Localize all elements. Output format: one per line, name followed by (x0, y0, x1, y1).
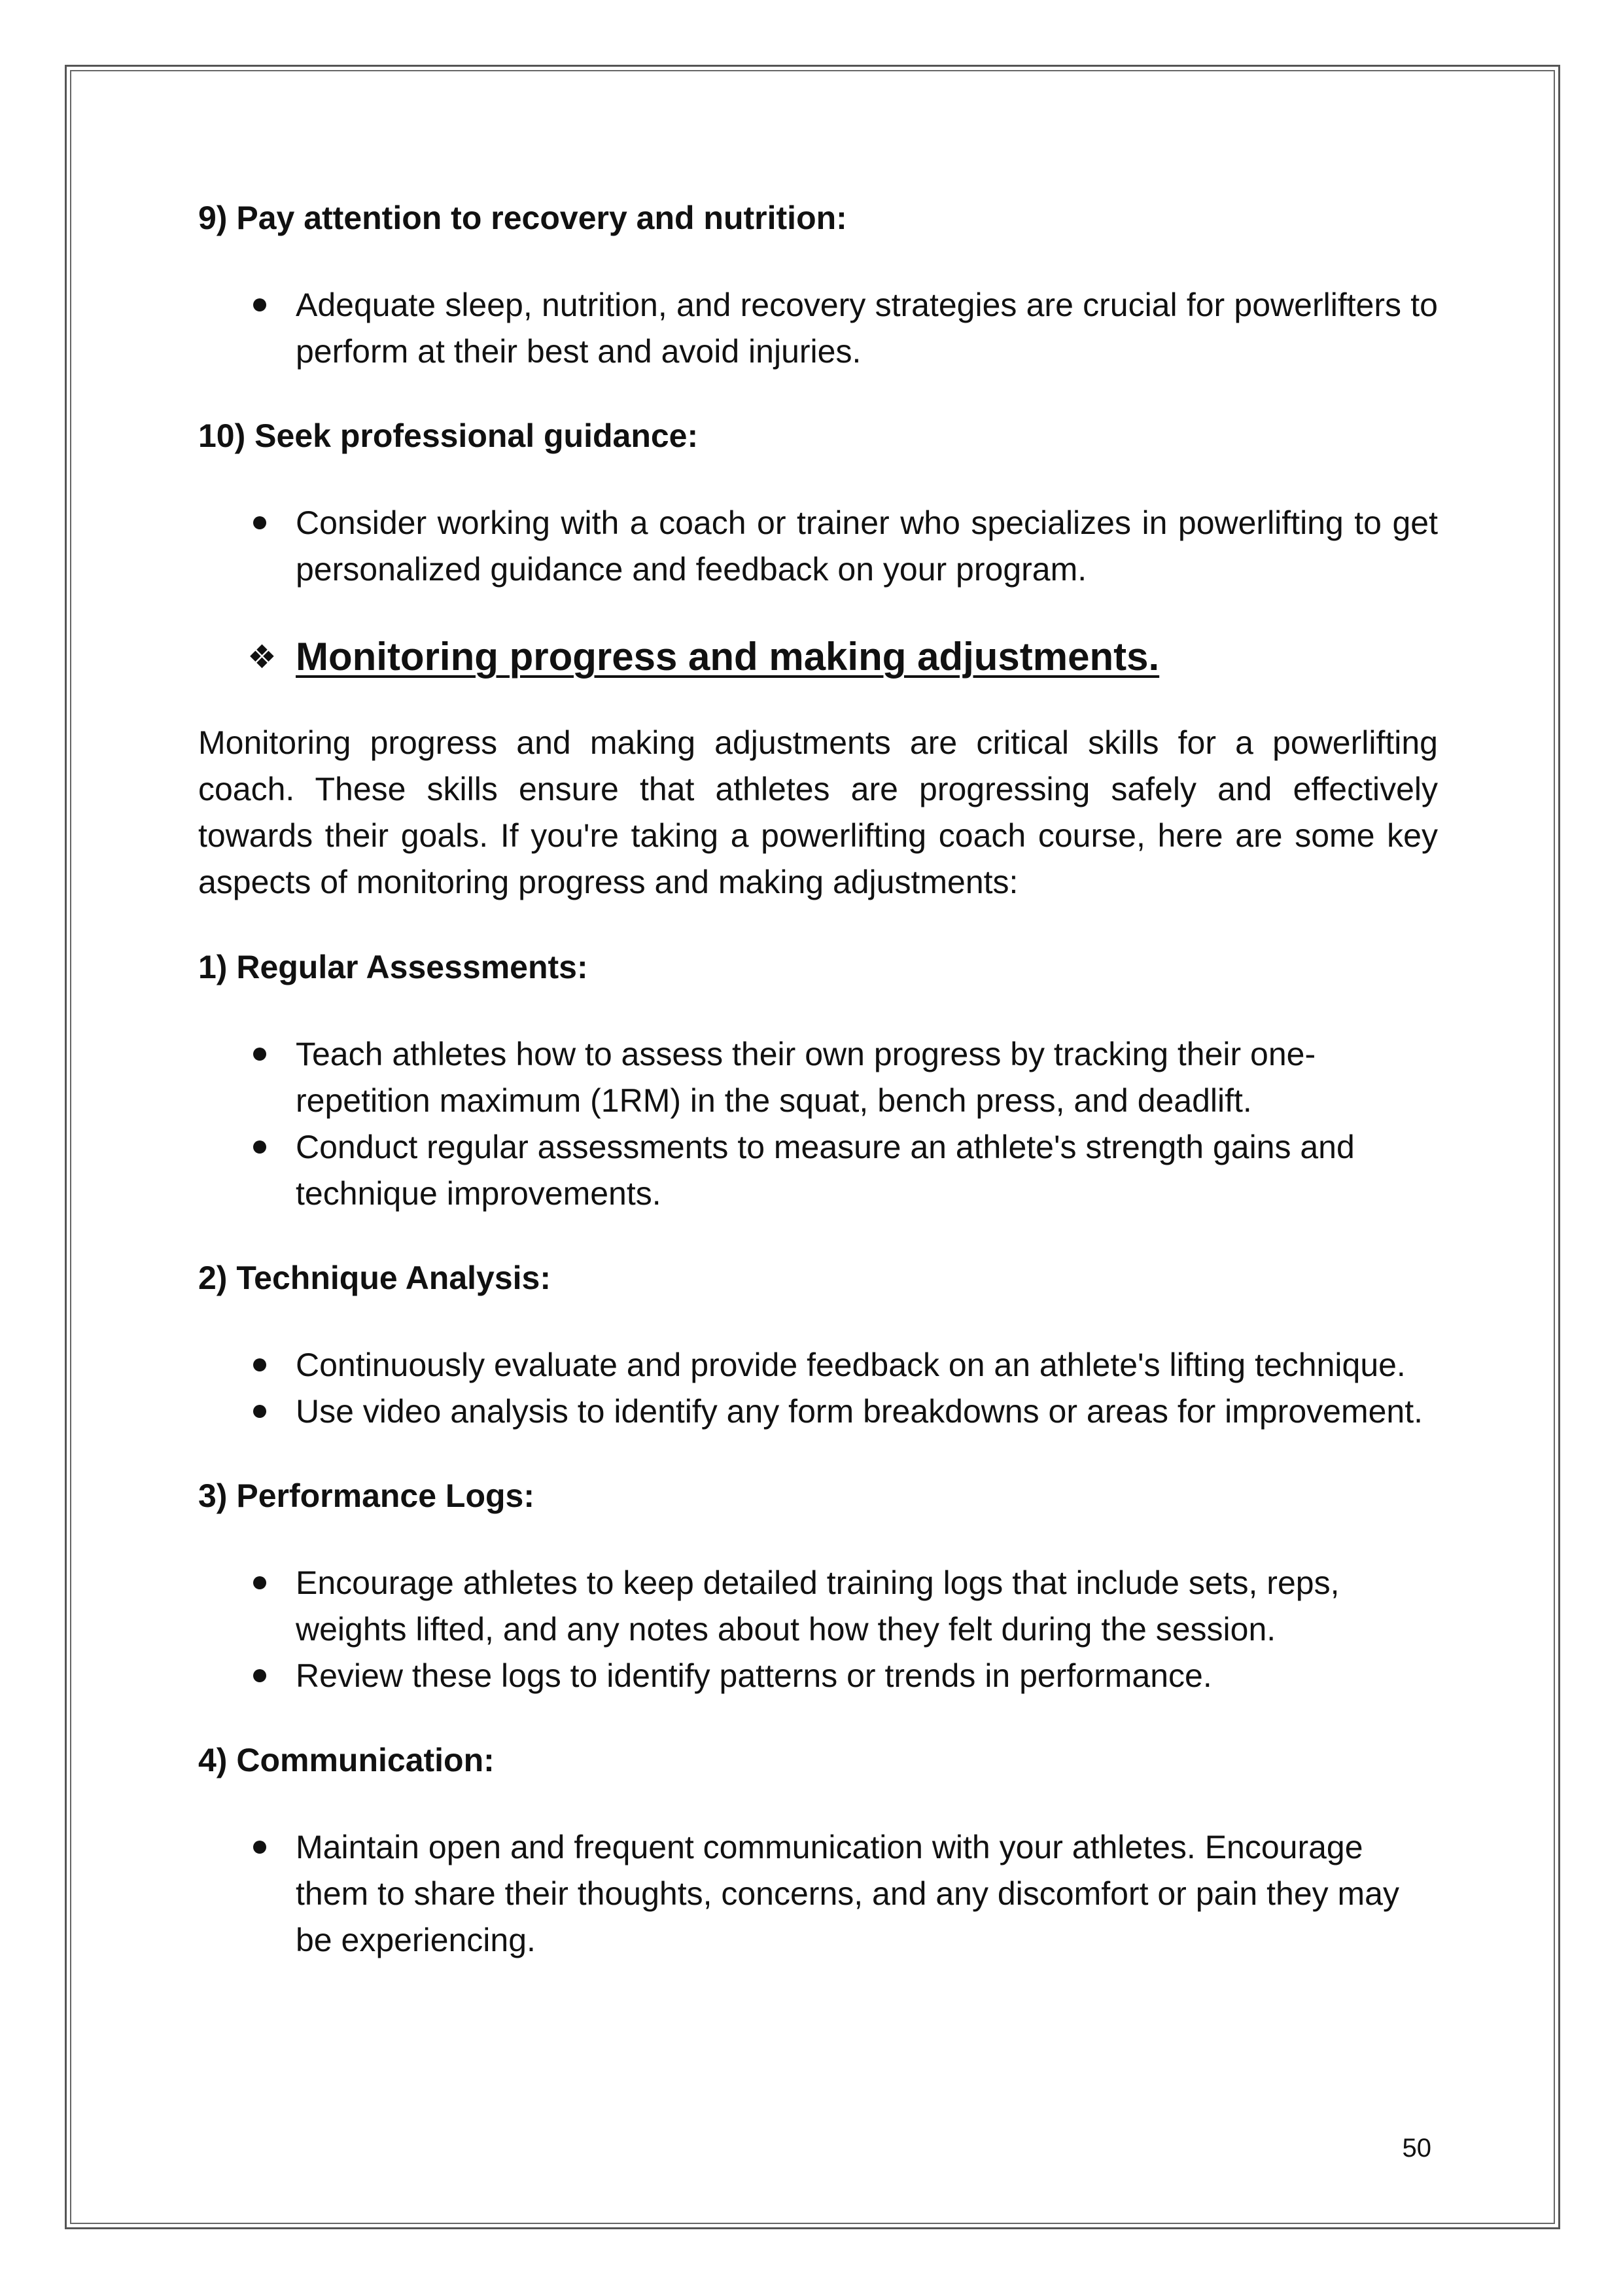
page-number: 50 (1402, 2134, 1431, 2163)
bullet-icon (253, 1048, 266, 1061)
section-heading-technique: 2) Technique Analysis: (198, 1260, 551, 1296)
section-heading-assessments: 1) Regular Assessments: (198, 949, 588, 985)
bullet-list-assessments (198, 1031, 1438, 1217)
bullet-list-logs (198, 1560, 1438, 1699)
section-heading-recovery: 9) Pay attention to recovery and nutrition: (198, 200, 847, 236)
bullet-icon (253, 1405, 266, 1418)
list-item: Consider working with a coach or trainer who specializes in powerlifting to get personalized guidance and feedback on your program. (198, 500, 1438, 593)
bullet-icon (253, 1140, 266, 1154)
bullet-list-communication (198, 1824, 1438, 1964)
list-item: Conduct regular assessments to measure an athlete's strength gains and technique improvements. (198, 1124, 1438, 1217)
list-item: Maintain open and frequent communication with your athletes. Encourage them to share their thoughts, concerns, and any discomfort or pain they may be experiencing. (198, 1824, 1438, 1964)
page-content (198, 195, 1438, 1964)
bullet-icon (253, 1841, 266, 1854)
section-heading-communication: 4) Communication: (198, 1742, 495, 1778)
bullet-icon (253, 1669, 266, 1682)
diamond-bullet-icon: ❖ (247, 639, 277, 675)
section-heading-logs: 3) Performance Logs: (198, 1477, 535, 1514)
bullet-icon (253, 516, 266, 529)
section-title: ❖ Monitoring progress and making adjustments. (198, 631, 1438, 683)
list-item: Encourage athletes to keep detailed training logs that include sets, reps, weights lifted, and any notes about how they felt during the session. (198, 1560, 1438, 1653)
bullet-list-recovery (198, 282, 1438, 375)
bullet-list-guidance (198, 500, 1438, 593)
intro-paragraph: Monitoring progress and making adjustments are critical skills for a powerlifting coach. These skills ensure that athletes are progressing safely and effectively towards their goals. If you're taking a powerlifting coach course, here are some key aspects of monitoring progress and making adjustments: (198, 724, 1438, 900)
section-heading-guidance: 10) Seek professional guidance: (198, 417, 699, 454)
list-item: Use video analysis to identify any form breakdowns or areas for improvement. (198, 1388, 1438, 1435)
bullet-icon (253, 1358, 266, 1371)
bullet-icon (253, 1576, 266, 1589)
list-item: Adequate sleep, nutrition, and recovery strategies are crucial for powerlifters to perform at their best and avoid injuries. (198, 282, 1438, 375)
list-item: Continuously evaluate and provide feedback on an athlete's lifting technique. (198, 1342, 1438, 1388)
list-item: Teach athletes how to assess their own progress by tracking their one-repetition maximum (1RM) in the squat, bench press, and deadlift. (198, 1031, 1438, 1124)
bullet-icon (253, 298, 266, 311)
bullet-list-technique (198, 1342, 1438, 1435)
list-item: Review these logs to identify patterns or trends in performance. (198, 1653, 1438, 1699)
